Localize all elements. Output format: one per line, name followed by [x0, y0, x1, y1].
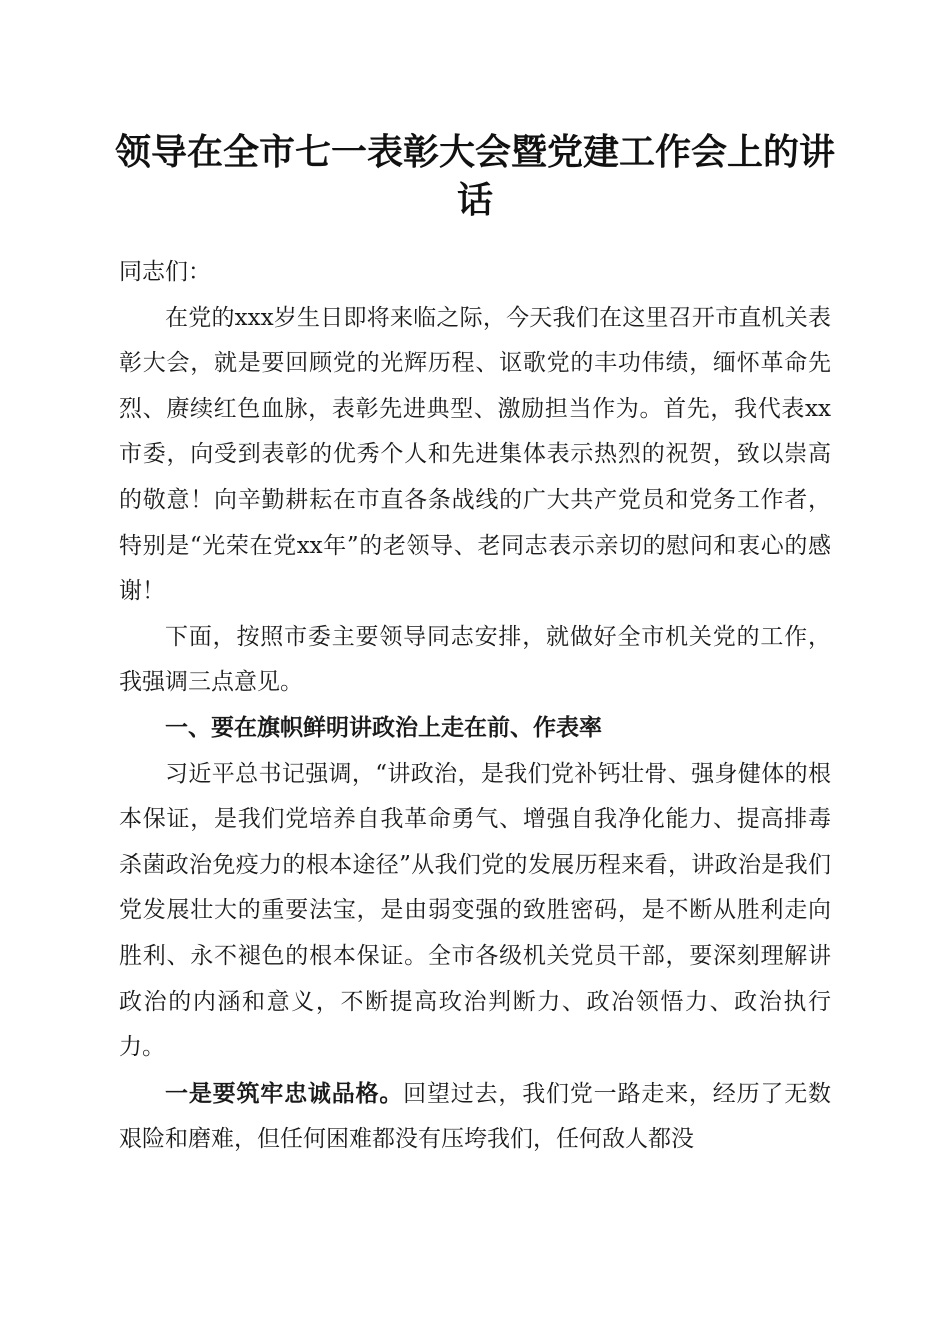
paragraph-loyalty: [119, 1071, 831, 1163]
paragraph-loyalty-text: 回望过去，我们党一路走来，经历了无数艰险和磨难，但任何困难都没有压垮我们，任何敌人都没: [119, 1080, 832, 1153]
paragraph-arrangement: 下面，按照市委主要领导同志安排，就做好全市机关党的工作，我强调三点意见。: [119, 623, 831, 696]
paragraph-opening: 在党的xxx岁生日即将来临之际，今天我们在这里召开市直机关表彰大会，就是要回顾党的光辉历程、讴歌党的丰功伟绩，缅怀革命先烈、赓续红色血脉，表彰先进典型、激励担当作为。首先，我代表xx市委，向受到表彰的优秀个人和先进集体表示热烈的祝贺，致以崇高的敬意！向辛勤耕耘在市直各条战线的广大共产党员和党务工作者，特别是“光荣在党xx年”的老领导、老同志表示亲切的慰问和衷心的感谢！: [119, 304, 831, 605]
section-heading-1: 一、要在旗帜鲜明讲政治上走在前、作表率: [165, 714, 602, 741]
document-title: 领导在全市七一表彰大会暨党建工作会上的讲话: [114, 131, 835, 221]
document-body: [119, 250, 831, 1163]
salutation: 同志们：: [119, 259, 211, 285]
paragraph-loyalty-lead: 一是要筑牢忠诚品格。: [165, 1079, 404, 1107]
paragraph-politics: 习近平总书记强调，“讲政治，是我们党补钙壮骨、强身健体的根本保证，是我们党培养自我革命勇气、增强自我净化能力、提高排毒杀菌政治免疫力的根本途径”从我们党的发展历程来看，讲政治是我们党发展壮大的重要法宝，是由弱变强的致胜密码，是不断从胜利走向胜利、永不褪色的根本保证。全市各级机关党员干部，要深刻理解讲政治的内涵和意义，不断提高玫治判断力、政冶领悟力、政治执行力。: [119, 760, 831, 1061]
